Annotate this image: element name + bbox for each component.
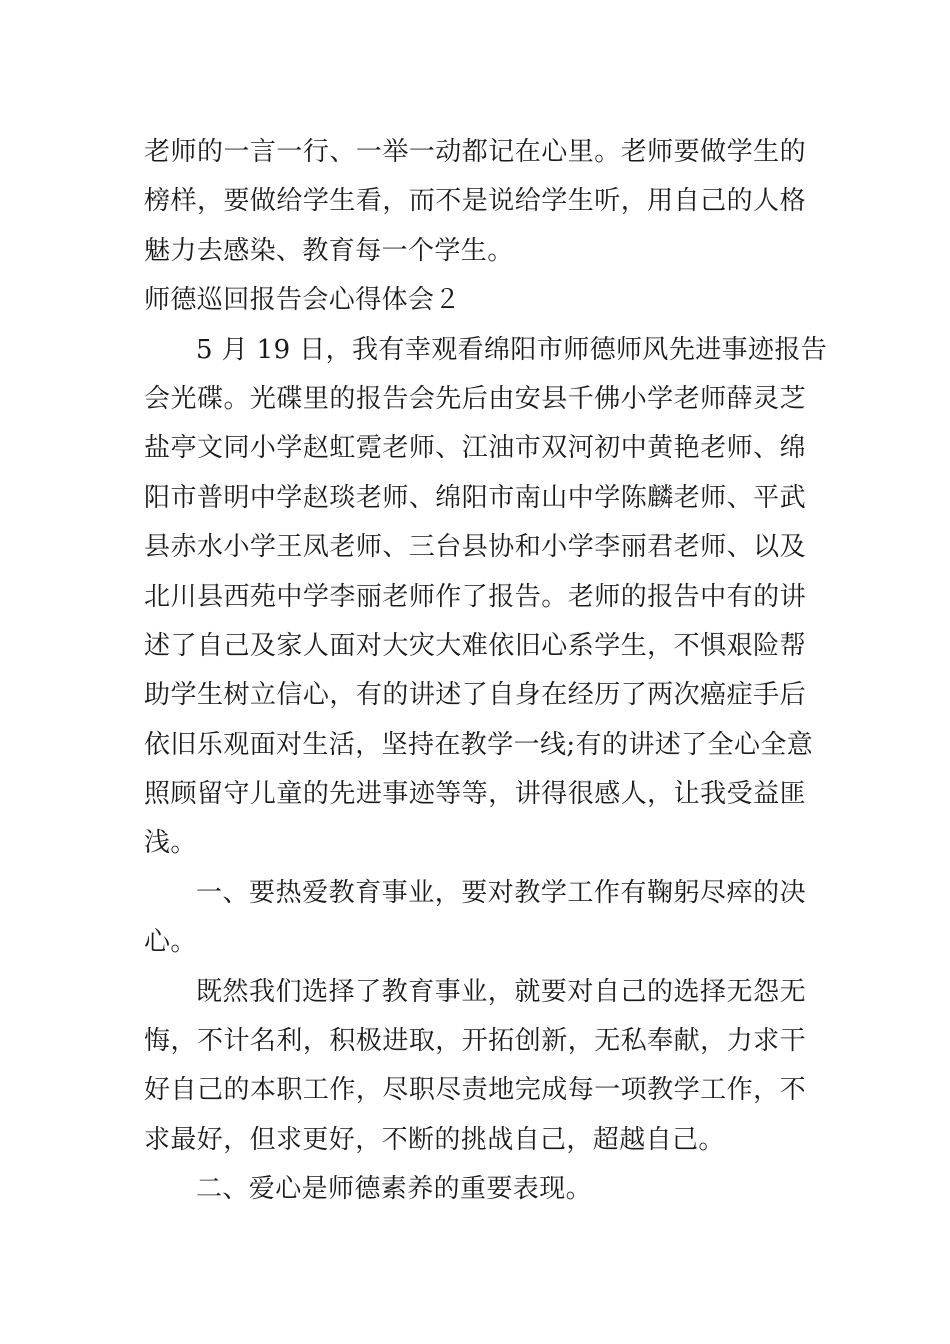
paragraph-point-one-detail [144, 968, 806, 1166]
text-line: 榜样，要做给学生看，而不是说给学生听，用自己的人格 [144, 186, 806, 217]
text-line: 浅。 [144, 828, 197, 859]
section-heading [144, 276, 806, 325]
paragraph-point-one [144, 869, 806, 968]
text-line: 会光碟。光碟里的报告会先后由安县千佛小学老师薛灵芝 [144, 383, 806, 414]
text-line: 5 月 19 日，我有幸观看绵阳市师德师风先进事迹报告 [196, 334, 828, 365]
text-line: 悔，不计名利，积极进取，开拓创新，无私奉献，力求干 [144, 1026, 806, 1057]
text-line: 一、要热爱教育事业，要对教学工作有鞠躬尽瘁的决 [196, 877, 806, 908]
paragraph-point-two [144, 1165, 806, 1214]
text-line: 照顾留守儿童的先进事迹等等，讲得很感人，让我受益匪 [144, 779, 806, 810]
text-line: 魅力去感染、教育每一个学生。 [144, 235, 514, 266]
document-page [144, 128, 828, 1215]
text-line: 北川县西苑中学李丽老师作了报告。老师的报告中有的讲 [144, 581, 806, 612]
paragraph-continuation [144, 128, 806, 276]
text-line: 述了自己及家人面对大灾大难依旧心系学生，不惧艰险帮 [144, 630, 806, 661]
text-line: 依旧乐观面对生活，坚持在教学一线;有的讲述了全心全意 [144, 729, 814, 760]
heading-line: 师德巡回报告会心得体会２ [144, 285, 461, 316]
text-line: 好自己的本职工作，尽职尽责地完成每一项教学工作，不 [144, 1075, 806, 1106]
paragraph-report-intro [144, 326, 828, 869]
text-line: 心。 [144, 927, 197, 958]
text-line: 既然我们选择了教育事业，就要对自己的选择无怨无 [196, 976, 806, 1007]
text-line: 二、爱心是师德素养的重要表现。 [196, 1174, 593, 1205]
text-line: 阳市普明中学赵琰老师、绵阳市南山中学陈麟老师、平武 [144, 482, 806, 513]
text-line: 县赤水小学王凤老师、三台县协和小学李丽君老师、以及 [144, 532, 806, 563]
text-line: 助学生树立信心，有的讲述了自身在经历了两次癌症手后 [144, 680, 806, 711]
text-line: 求最好，但求更好，不断的挑战自己，超越自己。 [144, 1124, 725, 1155]
text-line: 盐亭文同小学赵虹霓老师、江油市双河初中黄艳老师、绵 [144, 433, 806, 464]
text-line: 老师的一言一行、一举一动都记在心里。老师要做学生的 [144, 137, 806, 167]
